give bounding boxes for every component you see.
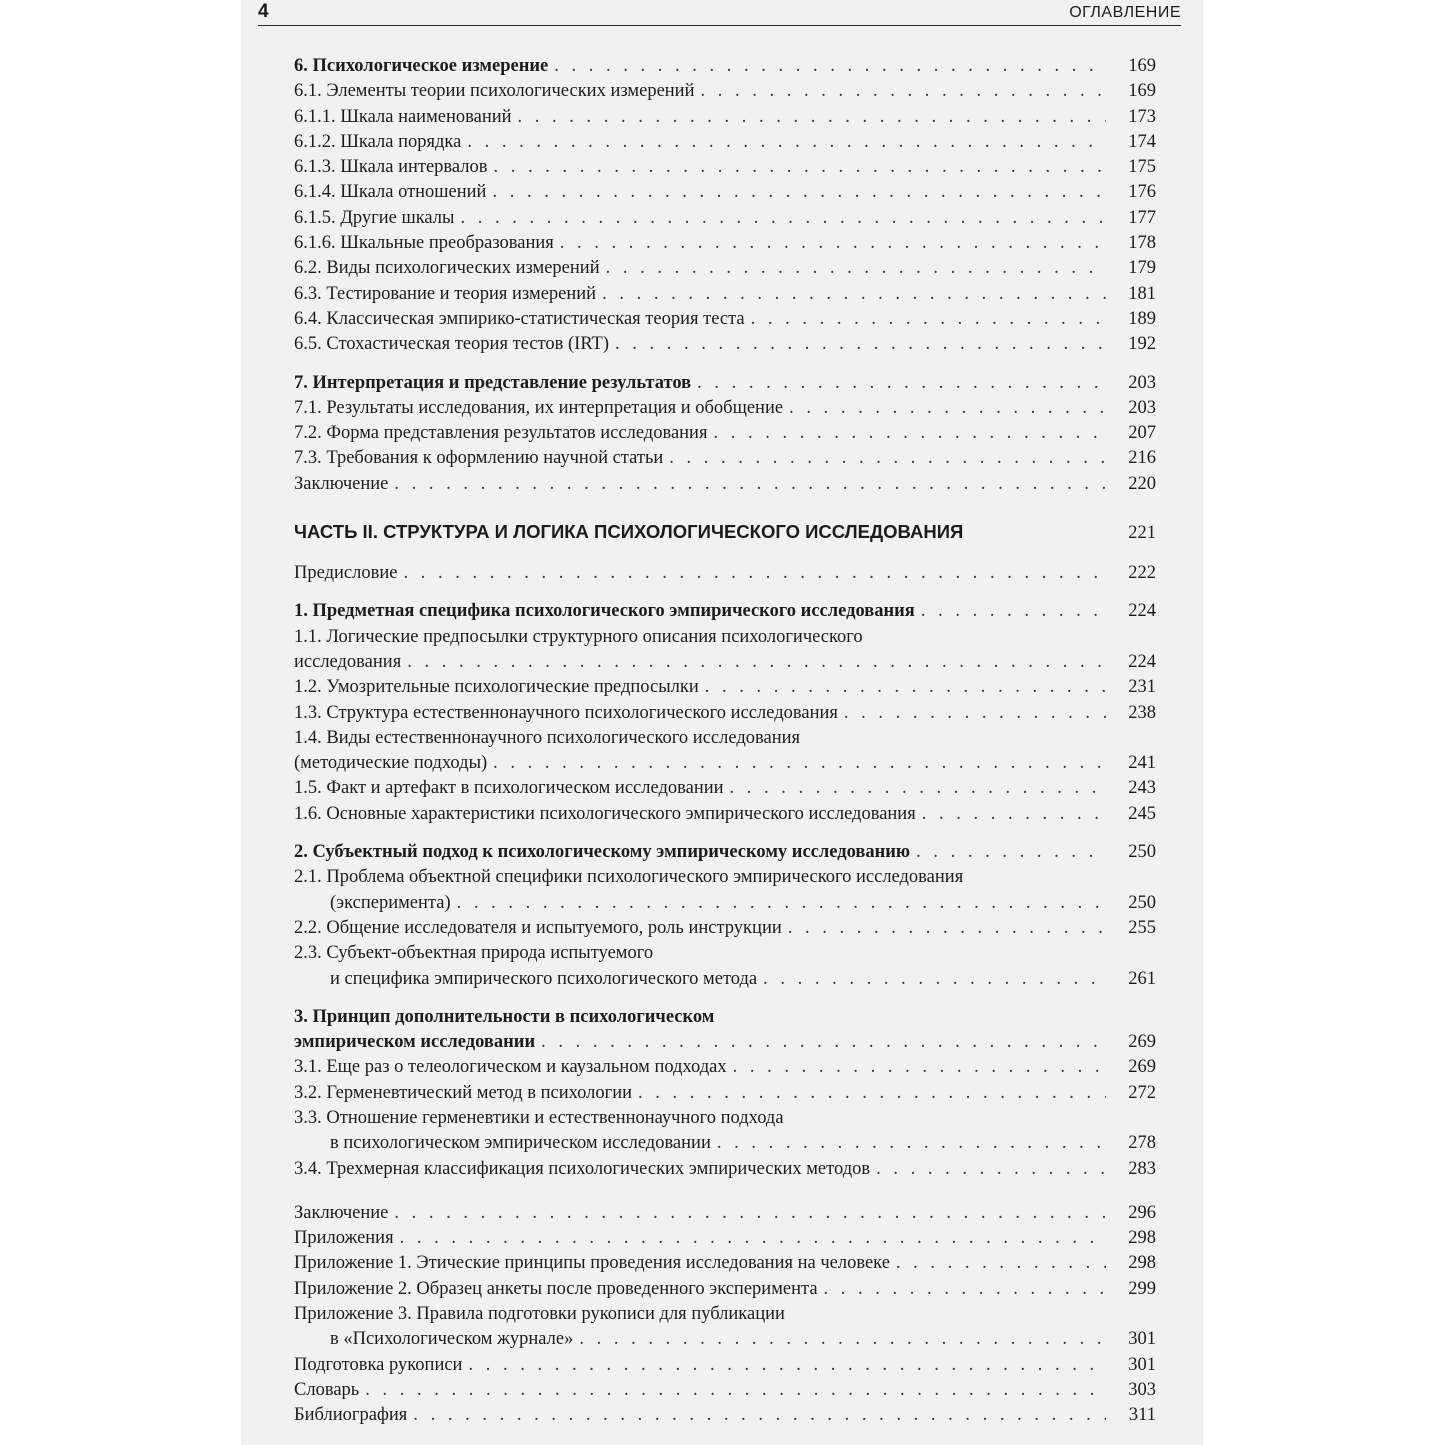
toc-entry-title: Заключение	[294, 1202, 389, 1223]
toc-entry-page: 250	[1128, 892, 1156, 913]
toc-entry-page: 269	[1128, 1057, 1156, 1078]
toc-entry-title: 1.3. Структура естественнонаучного психологического исследования	[294, 702, 838, 723]
toc-entry-title: и специфика эмпирического психологического метода	[330, 968, 758, 989]
toc-entry-title: в «Психологическом журнале»	[330, 1329, 574, 1350]
toc-entry	[294, 1106, 1156, 1131]
toc-entry-page: 303	[1128, 1379, 1156, 1400]
toc-entry-title: 6.2. Виды психологических измерений	[294, 258, 600, 279]
toc-entry-page: 178	[1128, 233, 1156, 254]
toc-entry-title: 3. Принцип дополнительности в психологическом	[294, 1006, 715, 1027]
leader-dots	[713, 421, 1106, 446]
toc-entry-title: 1.6. Основные характеристики психологического эмпирического исследования	[294, 803, 916, 824]
toc-entry	[294, 231, 1156, 256]
toc-entry-page: 189	[1128, 308, 1156, 329]
toc-entry	[294, 891, 1156, 916]
toc-entry	[294, 180, 1156, 205]
leader-dots	[400, 1226, 1106, 1251]
toc-entry-chapter-1	[294, 599, 1156, 624]
toc-entry-title: 7.2. Форма представления результатов исследования	[294, 423, 708, 444]
toc-entry	[294, 1327, 1156, 1352]
toc-entry-page: 181	[1128, 283, 1156, 304]
leader-dots	[697, 371, 1106, 396]
leader-dots	[407, 650, 1106, 675]
toc-entry-page: 174	[1128, 131, 1156, 152]
toc-entry-title: 6.5. Стохастическая теория тестов (IRT)	[294, 334, 610, 355]
toc-entry	[294, 650, 1156, 675]
leader-dots	[606, 256, 1106, 281]
toc-entry-page: 241	[1128, 753, 1156, 774]
toc-entry-page: 221	[1128, 523, 1156, 544]
toc-entry	[294, 751, 1156, 776]
toc-entry	[294, 1378, 1156, 1403]
leader-dots	[844, 701, 1106, 726]
leader-dots	[413, 1403, 1106, 1428]
toc-entry	[294, 1403, 1156, 1428]
leader-dots	[788, 916, 1106, 941]
toc-entry-chapter-2	[294, 840, 1156, 865]
leader-dots	[403, 561, 1106, 586]
leader-dots	[669, 446, 1106, 471]
toc-entry-page: 179	[1128, 258, 1156, 279]
toc-entry-page: 224	[1128, 651, 1156, 672]
toc-entry	[294, 1277, 1156, 1302]
leader-dots	[717, 1131, 1106, 1156]
leader-dots	[730, 776, 1106, 801]
toc-entry	[294, 155, 1156, 180]
toc-entry-title: 3.1. Еще раз о телеологическом и каузальном подходах	[294, 1057, 727, 1078]
toc-entry-title: 2.3. Субъект-объектная природа испытуемого	[294, 943, 654, 964]
toc-entry-page: 301	[1128, 1354, 1156, 1375]
toc-entry-page: 222	[1128, 563, 1156, 584]
toc-entry	[294, 1201, 1156, 1226]
toc-entry-page: 243	[1128, 778, 1156, 799]
toc-entry-title: 1.2. Умозрительные психологические предпосылки	[294, 677, 699, 698]
leader-dots	[518, 105, 1106, 130]
leader-dots	[394, 472, 1106, 497]
toc-entry	[294, 421, 1156, 446]
toc-entry-page: 203	[1128, 372, 1156, 393]
toc-entry-page: 224	[1128, 601, 1156, 622]
toc-entry-page: 207	[1128, 423, 1156, 444]
toc-entry-chapter-7	[294, 371, 1156, 396]
toc-entry	[294, 865, 1156, 890]
toc-entry-title: 1.1. Логические предпосылки структурного описания психологического	[294, 626, 863, 647]
leader-dots	[394, 1201, 1106, 1226]
toc-entry-title: 6.1.6. Шкальные преобразования	[294, 233, 554, 254]
toc-entry-title: Приложения	[294, 1228, 394, 1249]
toc-entry-page: 298	[1128, 1253, 1156, 1274]
toc-entry	[294, 130, 1156, 155]
toc-entry-page: 298	[1128, 1228, 1156, 1249]
leader-dots	[560, 231, 1106, 256]
toc-entry-title: 1.5. Факт и артефакт в психологическом исследовании	[294, 778, 724, 799]
toc-entry-title: 3.3. Отношение герменевтики и естественнонаучного подхода	[294, 1107, 784, 1128]
table-of-contents	[294, 54, 1156, 1429]
toc-entry	[294, 206, 1156, 231]
toc-entry-title: 3.2. Герменевтический метод в психологии	[294, 1082, 633, 1103]
toc-entry-page: 278	[1128, 1133, 1156, 1154]
toc-entry-title: 6.1.2. Шкала порядка	[294, 131, 462, 152]
leader-dots	[705, 675, 1106, 700]
toc-entry-title: 6.1. Элементы теории психологических измерений	[294, 81, 695, 102]
running-title: ОГЛАВЛЕНИЕ	[1069, 4, 1181, 21]
toc-entry-title: 6.1.4. Шкала отношений	[294, 182, 487, 203]
toc-entry-chapter-3	[294, 1005, 1156, 1030]
toc-entry-page: 169	[1128, 56, 1156, 76]
toc-entry	[294, 776, 1156, 801]
toc-entry-title: 6.1.1. Шкала наименований	[294, 106, 512, 127]
toc-entry-chapter-6	[294, 54, 1156, 79]
toc-entry-title: Приложение 1. Этические принципы проведения исследования на человеке	[294, 1253, 890, 1274]
toc-entry	[294, 701, 1156, 726]
toc-entry-page: 311	[1128, 1405, 1156, 1426]
leader-dots	[763, 967, 1106, 992]
toc-entry	[294, 1353, 1156, 1378]
toc-entry-title: 7.3. Требования к оформлению научной статьи	[294, 448, 664, 469]
toc-entry-title: Приложение 3. Правила подготовки рукописи для публикации	[294, 1304, 785, 1325]
toc-entry	[294, 307, 1156, 332]
leader-dots	[467, 130, 1106, 155]
leader-dots	[916, 840, 1106, 865]
toc-entry-page: 261	[1128, 968, 1156, 989]
toc-entry	[294, 625, 1156, 650]
toc-entry-page: 250	[1128, 842, 1156, 863]
toc-entry-page: 296	[1128, 1202, 1156, 1223]
toc-entry-title: 6.4. Классическая эмпирико-статистическая теория теста	[294, 308, 745, 329]
leader-dots	[579, 1327, 1106, 1352]
toc-entry-page: 192	[1128, 334, 1156, 355]
toc-entry	[294, 967, 1156, 992]
toc-entry	[294, 1251, 1156, 1276]
page-number: 4	[258, 1, 269, 22]
toc-entry-title: 6.1.5. Другие шкалы	[294, 207, 455, 228]
leader-dots	[733, 1055, 1106, 1080]
toc-entry-title: 6.3. Тестирование и теория измерений	[294, 283, 597, 304]
toc-entry	[294, 1131, 1156, 1156]
toc-entry	[294, 1157, 1156, 1182]
toc-entry-title: Заключение	[294, 473, 389, 494]
toc-entry-title: 2.2. Общение исследователя и испытуемого, роль инструкции	[294, 917, 782, 938]
toc-entry-title: (эксперимента)	[330, 892, 451, 913]
leader-dots	[493, 751, 1106, 776]
header-rule	[258, 25, 1181, 26]
leader-dots	[824, 1277, 1106, 1302]
toc-entry	[294, 941, 1156, 966]
toc-entry	[294, 446, 1156, 471]
toc-entry-title: 2.1. Проблема объектной специфики психологического эмпирического исследования	[294, 867, 964, 888]
toc-entry	[294, 472, 1156, 497]
toc-entry-page: 283	[1128, 1158, 1156, 1179]
leader-dots	[365, 1378, 1106, 1403]
toc-entry-title: эмпирическом исследовании	[294, 1032, 536, 1053]
toc-entry	[294, 396, 1156, 421]
leader-dots	[602, 282, 1106, 307]
toc-entry-title: 7. Интерпретация и представление результатов	[294, 372, 692, 393]
toc-entry-title: исследования	[294, 651, 402, 672]
leader-dots	[789, 396, 1106, 421]
toc-entry-title: Словарь	[294, 1379, 360, 1400]
leader-dots	[541, 1030, 1106, 1055]
toc-entry	[294, 1226, 1156, 1251]
leader-dots	[751, 307, 1106, 332]
toc-entry	[294, 105, 1156, 130]
toc-entry-page: 203	[1128, 397, 1156, 418]
toc-entry-page: 177	[1128, 207, 1156, 228]
leader-dots	[494, 155, 1107, 180]
toc-entry-page: 216	[1128, 448, 1156, 469]
toc-entry-page: 220	[1128, 473, 1156, 494]
toc-entry-title: Предисловие	[294, 563, 398, 584]
toc-entry-page: 272	[1128, 1082, 1156, 1103]
toc-entry	[294, 1302, 1156, 1327]
toc-entry-title: 3.4. Трехмерная классификация психологических эмпирических методов	[294, 1158, 871, 1179]
toc-entry	[294, 79, 1156, 104]
toc-entry	[294, 1055, 1156, 1080]
toc-entry-page: 175	[1128, 157, 1156, 178]
toc-entry-title: (методические подходы)	[294, 753, 488, 774]
toc-entry-page: 245	[1128, 803, 1156, 824]
toc-entry	[294, 802, 1156, 827]
toc-entry-title: 2. Субъектный подход к психологическому эмпирическому исследованию	[294, 842, 911, 863]
leader-dots	[615, 332, 1106, 357]
leader-dots	[468, 1353, 1106, 1378]
toc-entry-title: 7.1. Результаты исследования, их интерпретация и обобщение	[294, 397, 784, 418]
toc-entry-page: 176	[1128, 182, 1156, 203]
leader-dots	[638, 1081, 1106, 1106]
toc-entry-page: 255	[1128, 917, 1156, 938]
toc-entry-title: Библиография	[294, 1405, 408, 1426]
toc-entry-page: 231	[1128, 677, 1156, 698]
leader-dots	[554, 54, 1106, 79]
toc-entry	[294, 256, 1156, 281]
toc-entry-title: 6.1.3. Шкала интервалов	[294, 157, 488, 178]
toc-entry-page: 301	[1128, 1329, 1156, 1350]
leader-dots	[492, 180, 1106, 205]
toc-entry-title: 1. Предметная специфика психологического эмпирического исследования	[294, 601, 915, 622]
leader-dots	[921, 599, 1106, 624]
toc-entry-part-2	[294, 516, 1156, 548]
toc-entry	[294, 282, 1156, 307]
toc-entry-page: 173	[1128, 106, 1156, 127]
toc-entry	[294, 726, 1156, 751]
toc-entry	[294, 332, 1156, 357]
leader-dots	[876, 1157, 1106, 1182]
toc-entry-page: 238	[1128, 702, 1156, 723]
toc-entry-title: Подготовка рукописи	[294, 1354, 463, 1375]
leader-dots	[700, 79, 1106, 104]
toc-entry-title: 6. Психологическое измерение	[294, 56, 549, 76]
leader-dots	[922, 802, 1106, 827]
toc-entry-title: Приложение 2. Образец анкеты после проведенного эксперимента	[294, 1278, 818, 1299]
toc-entry-page: 299	[1128, 1278, 1156, 1299]
toc-entry	[294, 916, 1156, 941]
toc-entry	[294, 1081, 1156, 1106]
toc-entry	[294, 561, 1156, 586]
leader-dots	[457, 891, 1106, 916]
toc-entry	[294, 675, 1156, 700]
toc-entry-title: ЧАСТЬ II. СТРУКТУРА И ЛОГИКА ПСИХОЛОГИЧЕСКОГО ИССЛЕДОВАНИЯ	[294, 521, 964, 543]
toc-entry-chapter-3-cont	[294, 1030, 1156, 1055]
leader-dots	[896, 1251, 1106, 1276]
toc-entry-title: в психологическом эмпирическом исследовании	[330, 1133, 711, 1154]
toc-entry-title: 1.4. Виды естественнонаучного психологического исследования	[294, 727, 801, 748]
toc-entry-page: 269	[1128, 1032, 1156, 1053]
leader-dots	[460, 206, 1106, 231]
toc-entry-page: 169	[1128, 81, 1156, 102]
